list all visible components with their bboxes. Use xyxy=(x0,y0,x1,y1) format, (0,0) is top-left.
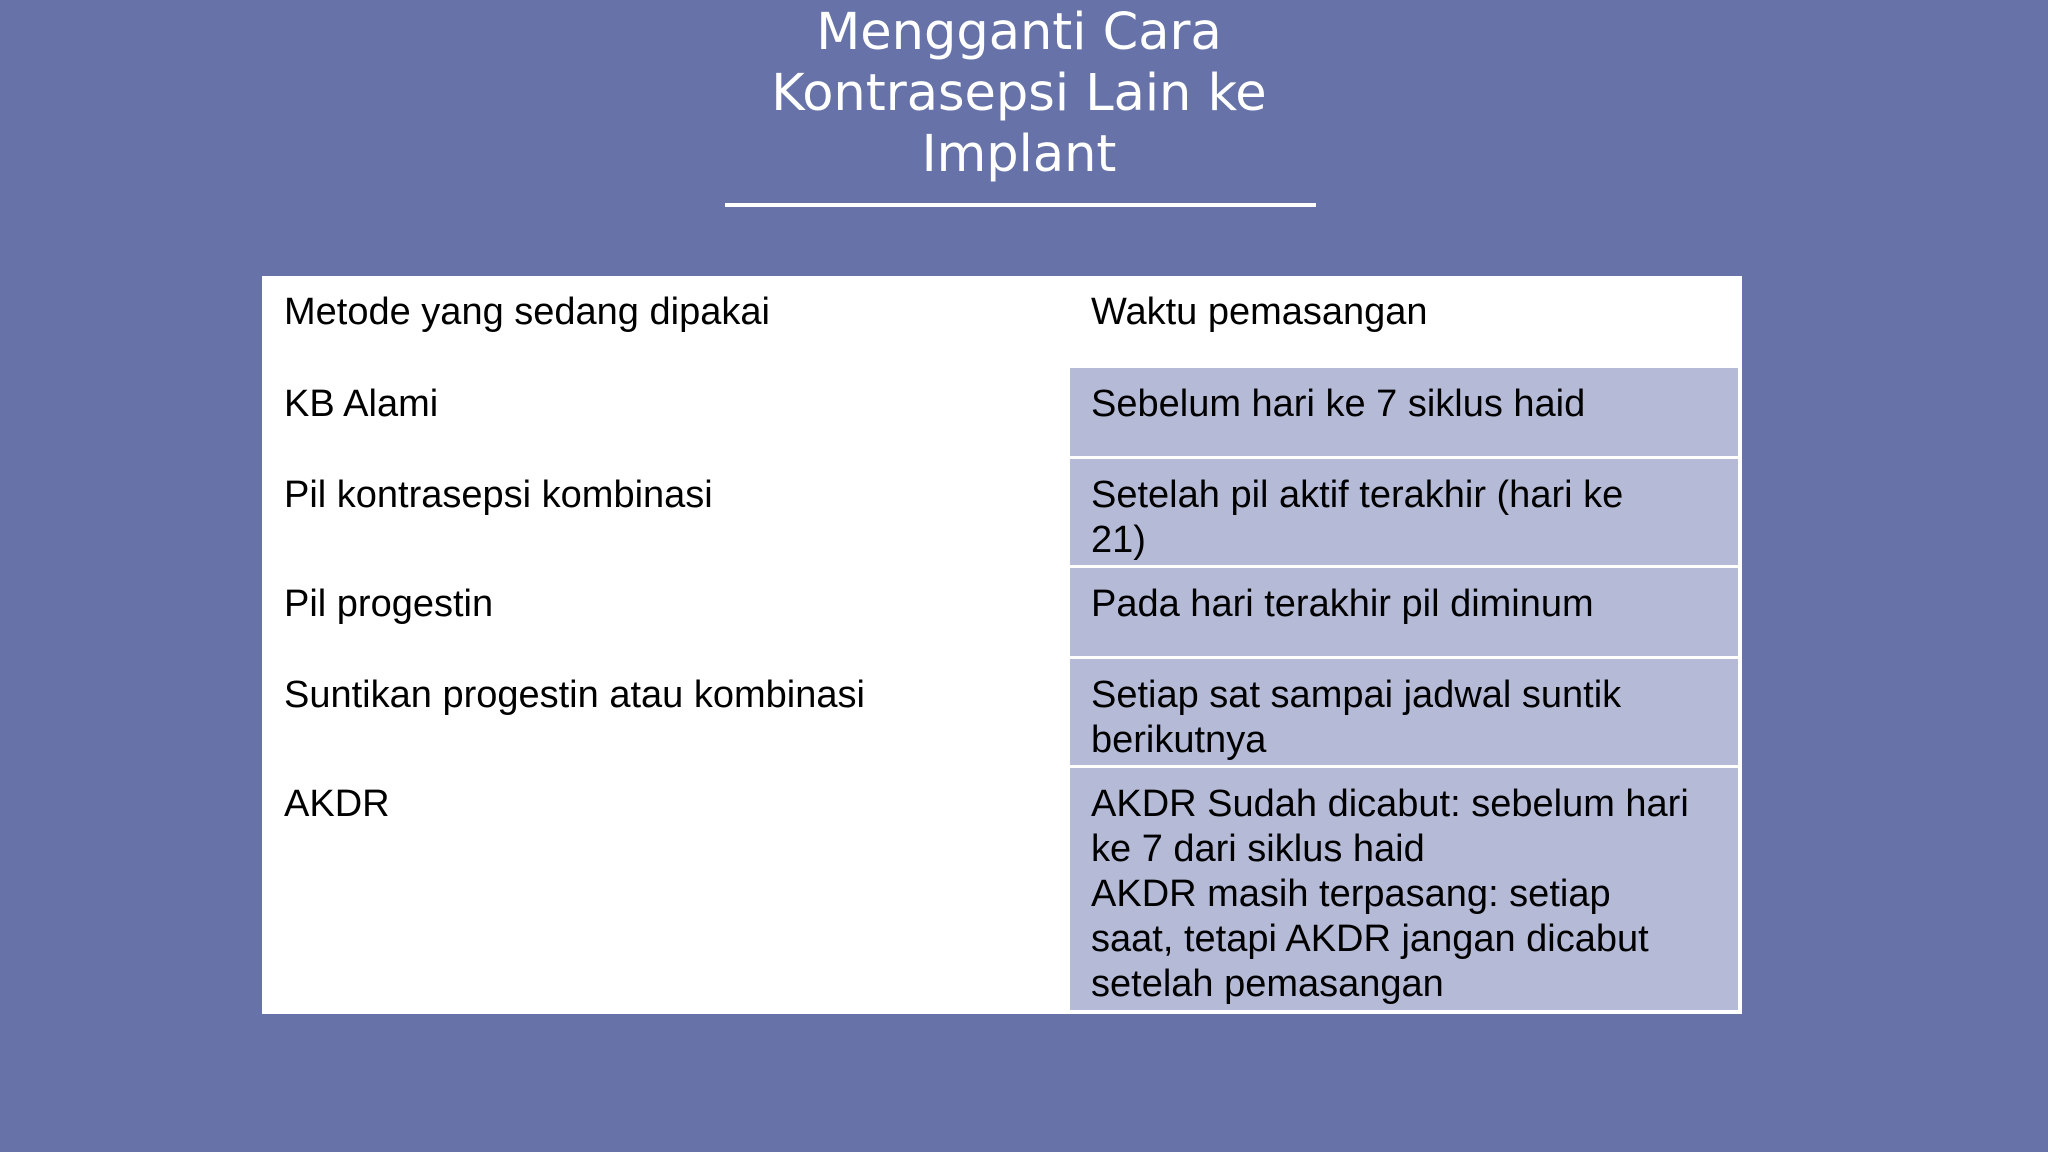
slide-title-line-3: Implant xyxy=(921,125,1117,184)
table-row xyxy=(262,368,1742,456)
method-cell: AKDR xyxy=(284,783,390,825)
timing-line: Setelah pil aktif terakhir (hari ke xyxy=(1091,474,1624,516)
timing-line: setelah pemasangan xyxy=(1091,963,1444,1005)
method-cell: Pil kontrasepsi kombinasi xyxy=(284,474,713,516)
method-cell: KB Alami xyxy=(284,383,439,425)
timing-cell xyxy=(1070,659,1738,765)
method-cell: Pil progestin xyxy=(284,583,494,625)
timing-line: AKDR Sudah dicabut: sebelum hari xyxy=(1091,783,1689,825)
timing-cell xyxy=(1070,768,1738,1010)
table-row xyxy=(262,659,1742,765)
table-row xyxy=(262,459,1742,565)
header-timing xyxy=(1070,276,1738,368)
timing-line: Pada hari terakhir pil diminum xyxy=(1091,583,1594,625)
timing-line: Setiap sat sampai jadwal suntik xyxy=(1091,674,1622,716)
method-cell: Suntikan progestin atau kombinasi xyxy=(284,674,865,716)
header-timing-label: Waktu pemasangan xyxy=(1091,291,1428,333)
slide-title-line-1: Mengganti Cara xyxy=(816,3,1222,62)
timing-line: Sebelum hari ke 7 siklus haid xyxy=(1091,383,1586,425)
title-underline xyxy=(725,203,1316,207)
timing-line: 21) xyxy=(1091,519,1146,561)
slide-title xyxy=(724,2,1314,185)
timing-line: AKDR masih terpasang: setiap xyxy=(1091,873,1611,915)
timing-line: saat, tetapi AKDR jangan dicabut xyxy=(1091,918,1649,960)
table-row xyxy=(262,568,1742,656)
timing-cell xyxy=(1070,368,1738,456)
timing-line: ke 7 dari siklus haid xyxy=(1091,828,1425,870)
header-method: Metode yang sedang dipakai xyxy=(284,291,770,333)
timing-cell xyxy=(1070,568,1738,656)
slide-title-line-2: Kontrasepsi Lain ke xyxy=(771,64,1267,123)
contraception-table xyxy=(262,276,1742,1014)
table-header-row xyxy=(262,276,1742,368)
timing-cell xyxy=(1070,459,1738,565)
timing-line: berikutnya xyxy=(1091,719,1267,761)
table-row xyxy=(262,768,1742,1010)
